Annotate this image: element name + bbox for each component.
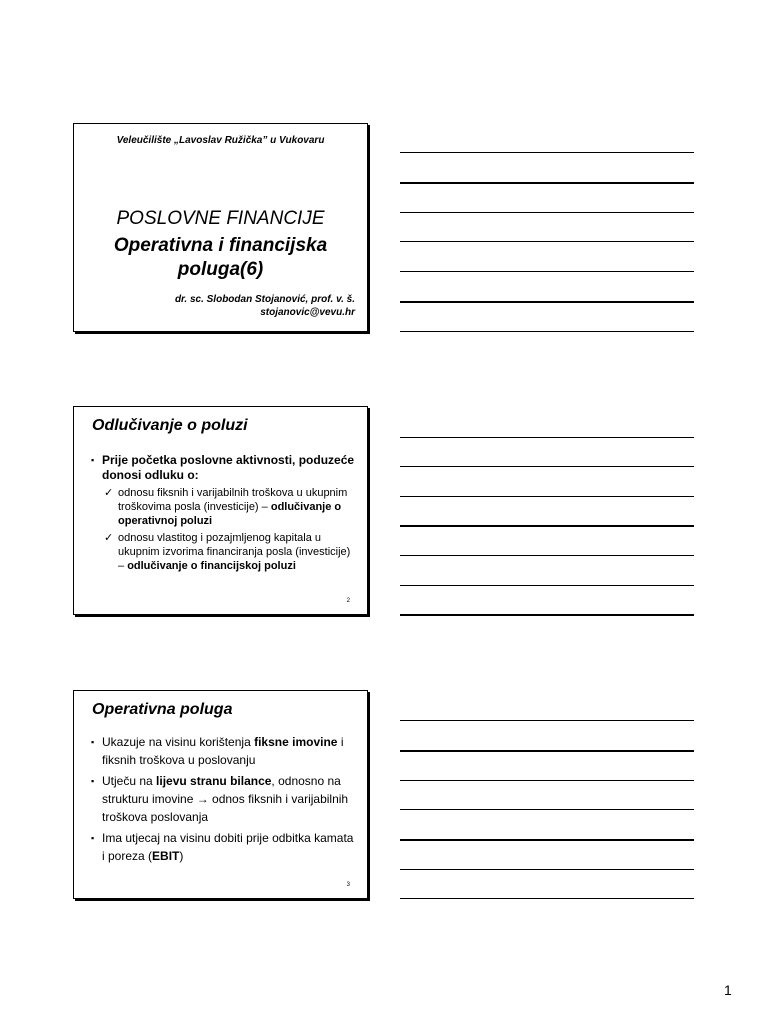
sub-bullet-bold: odlučivanje o financijskoj poluzi (127, 560, 296, 572)
bullet-text: Utječu na (102, 774, 153, 788)
lecture-title (84, 234, 357, 282)
institution-name: Veleučilište „Lavoslav Ružička” u Vukovaru (116, 135, 325, 146)
bullet-bold: fiksne imovine (254, 735, 338, 749)
note-line (400, 898, 694, 899)
sub-bullet-bold: odlučivanje o operativnoj poluzi (118, 501, 342, 527)
sub-bullet-text: odnosu vlastitog i pozajmljenog kapitala u ukupnim izvorima financiranja posla (investicije) – (118, 532, 351, 572)
note-line (400, 437, 694, 438)
bullet-text: ) (179, 849, 184, 863)
note-line (400, 525, 694, 527)
slide-3-heading: Operativna poluga (92, 701, 233, 718)
note-line (400, 241, 694, 242)
slide-number: 3 (346, 882, 350, 888)
slide-3-body (88, 733, 355, 868)
square-bullet-icon: ▪ (91, 776, 95, 786)
checkmark-icon: ✓ (104, 487, 114, 499)
sub-bullet-text: odnosu fiksnih i varijabilnih troškova u ukupnim troškovima posla (investicije) – (118, 487, 348, 513)
course-title: POSLOVNE FINANCIJE (116, 208, 325, 229)
bullet-item (88, 772, 355, 826)
square-bullet-icon: ▪ (91, 833, 95, 843)
square-bullet-icon: ▪ (91, 737, 95, 747)
note-line (400, 182, 694, 184)
note-line (400, 869, 694, 870)
slide-1 (73, 123, 368, 332)
note-line (400, 496, 694, 497)
bullet-bold: EBIT (152, 849, 180, 863)
lecture-title-line-2: poluga(6) (177, 259, 264, 280)
note-line (400, 614, 694, 616)
author-email: stojanovic@vevu.hr (260, 307, 355, 318)
bullet-item (88, 829, 355, 865)
note-line (400, 585, 694, 586)
slide-number: 2 (346, 598, 350, 604)
bullet-text: i fiksnih troškova u poslovanju (102, 735, 344, 767)
bullet-text: , odnosno na strukturu imovine → odnos fiksnih i varijabilnih troškova poslovanja (102, 774, 349, 824)
note-line (400, 212, 694, 213)
bullet-text: Prije početka poslovne aktivnosti, poduzeće donosi odluku o: (102, 453, 355, 482)
note-line (400, 750, 694, 752)
sub-bullet-item (88, 531, 355, 573)
author-block (175, 293, 355, 319)
slide-3 (73, 690, 368, 899)
sub-bullet-item (88, 486, 355, 528)
checkmark-icon: ✓ (104, 532, 114, 544)
slide-2-heading: Odlučivanje o poluzi (92, 417, 248, 434)
bullet-item (88, 453, 355, 483)
bullet-bold: lijevu stranu bilance (156, 774, 272, 788)
note-line (400, 720, 694, 721)
square-bullet-icon: ▪ (91, 455, 95, 465)
bullet-text: Ima utjecaj na visinu dobiti prije odbitka kamata i poreza ( (102, 831, 354, 863)
note-line (400, 331, 694, 332)
bullet-item (88, 733, 355, 769)
note-line (400, 271, 694, 272)
note-line (400, 466, 694, 467)
note-line (400, 555, 694, 556)
note-line (400, 152, 694, 153)
bullet-text: Ukazuje na visinu korištenja (102, 735, 251, 749)
note-line (400, 301, 694, 303)
note-line (400, 809, 694, 810)
slide-2 (73, 406, 368, 615)
note-line (400, 780, 694, 781)
slide-2-body (88, 453, 355, 576)
lecture-title-line-1: Operativna i financijska (113, 235, 328, 256)
note-line (400, 839, 694, 841)
author-name: dr. sc. Slobodan Stojanović, prof. v. š. (174, 294, 355, 305)
page-number: 1 (724, 982, 732, 998)
